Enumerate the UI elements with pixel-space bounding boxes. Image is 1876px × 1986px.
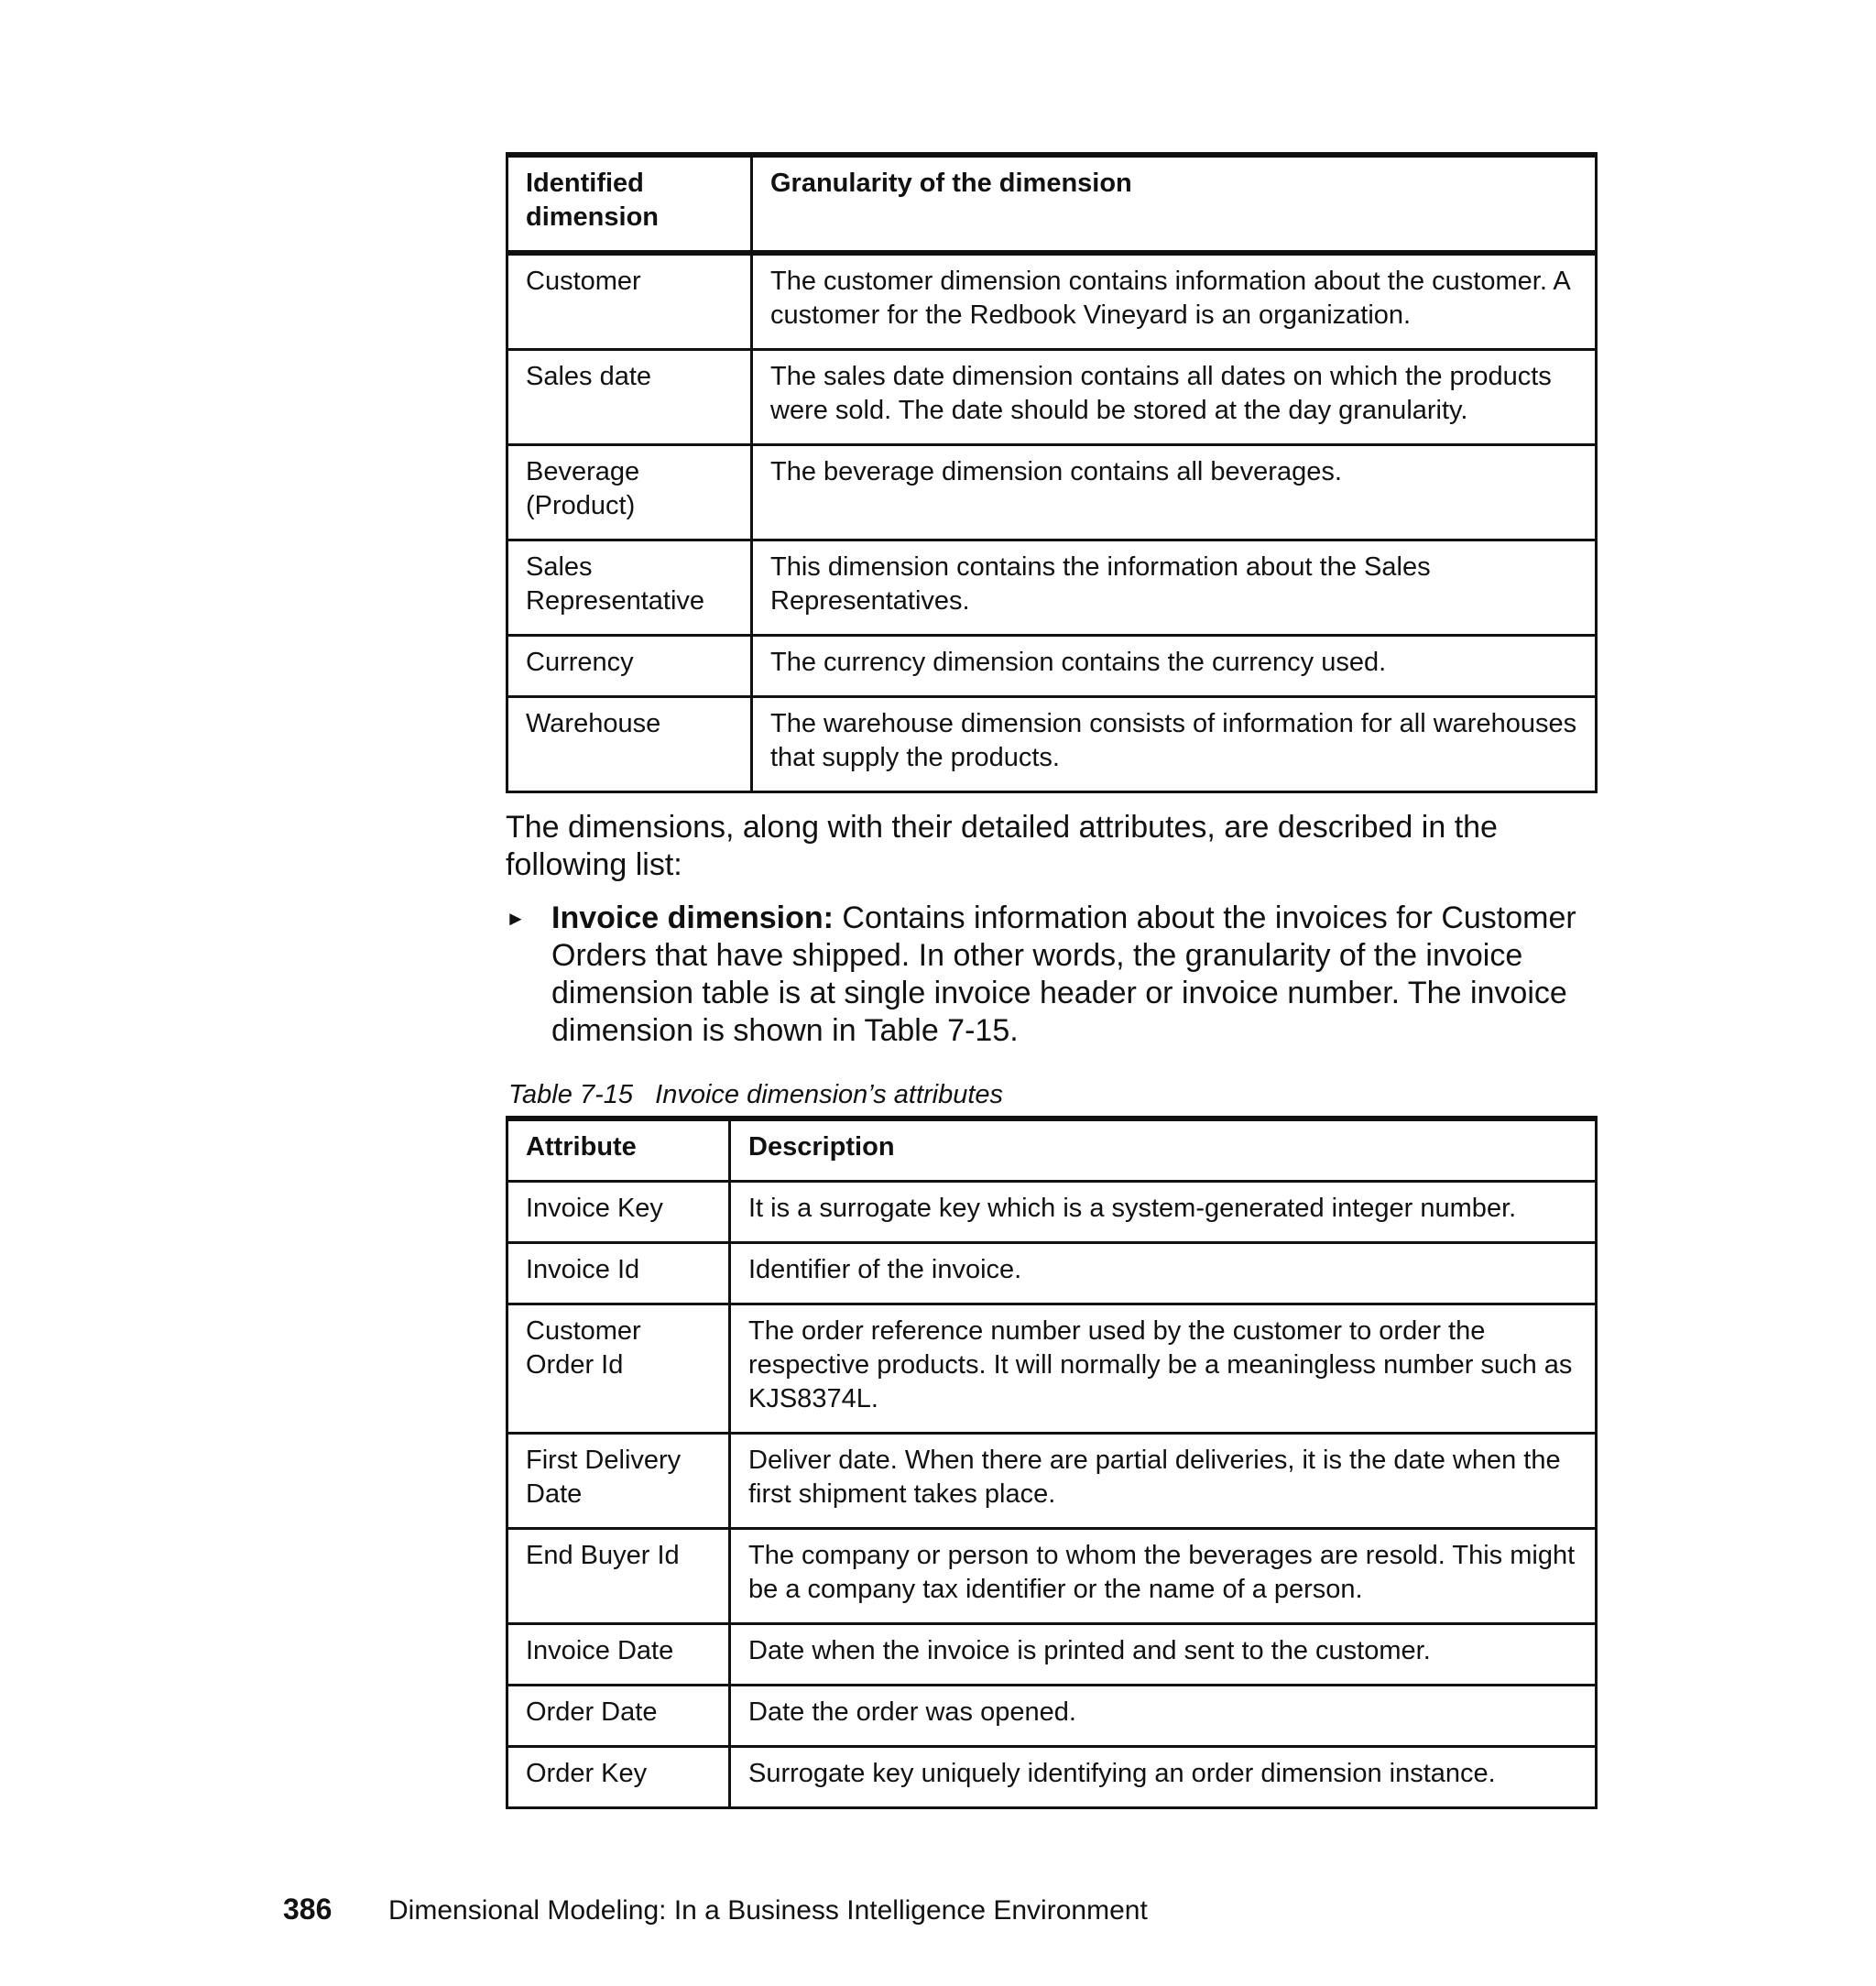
page-footer (283, 1893, 1148, 1927)
attribute-cell: Order Key (507, 1747, 730, 1808)
dimension-cell: Sales date (507, 350, 752, 445)
table-row (507, 1624, 1597, 1686)
table-row (507, 350, 1597, 445)
attribute-cell: Customer Order Id (507, 1304, 730, 1434)
column-header-dimension: Identified dimension (507, 155, 752, 253)
granularity-cell: This dimension contains the information about the Sales Representatives. (752, 540, 1597, 636)
dimension-cell: Sales Representative (507, 540, 752, 636)
invoice-attributes-table (506, 1116, 1598, 1809)
page-number: 386 (283, 1893, 333, 1926)
granularity-cell: The sales date dimension contains all dates on which the products were sold. The date should be stored at the day granularity. (752, 350, 1597, 445)
attribute-cell: Invoice Key (507, 1182, 730, 1243)
description-cell: The order reference number used by the customer to order the respective products. It will normally be a meaningless number such as KJS8374L. (730, 1304, 1597, 1434)
table-row (507, 1686, 1597, 1747)
table-row (507, 1434, 1597, 1529)
table-row (507, 1747, 1597, 1808)
description-cell: Identifier of the invoice. (730, 1243, 1597, 1304)
dimension-cell: Currency (507, 636, 752, 697)
dimension-cell: Beverage (Product) (507, 445, 752, 540)
description-cell: It is a surrogate key which is a system-generated integer number. (730, 1182, 1597, 1243)
description-cell: Date when the invoice is printed and sent to the customer. (730, 1624, 1597, 1686)
table-row (507, 697, 1597, 792)
dimension-cell: Customer (507, 253, 752, 350)
granularity-cell: The currency dimension contains the currency used. (752, 636, 1597, 697)
table-row (507, 253, 1597, 350)
column-header-granularity: Granularity of the dimension (752, 155, 1597, 253)
description-cell: Surrogate key uniquely identifying an order dimension instance. (730, 1747, 1597, 1808)
table-caption: Table 7-15 Invoice dimension’s attributes (508, 1080, 1004, 1109)
bullet-triangle-icon: ► (506, 907, 526, 930)
attribute-cell: Order Date (507, 1686, 730, 1747)
attribute-cell: End Buyer Id (507, 1529, 730, 1624)
dimension-granularity-table (506, 152, 1598, 793)
table-header-row (507, 155, 1597, 253)
description-cell: Date the order was opened. (730, 1686, 1597, 1747)
table-row (507, 636, 1597, 697)
table-row (507, 540, 1597, 636)
bullet-description: Contains information about the invoices for Customer Orders that have shipped. In other words, the granularity of the invoice dimension table is at single invoice header or invoice number. The invoice dimension is shown in Table 7-15. (551, 900, 1576, 1048)
description-cell: The company or person to whom the beverages are resold. This might be a company tax identifier or the name of a person. (730, 1529, 1597, 1624)
description-cell: Deliver date. When there are partial deliveries, it is the date when the first shipment takes place. (730, 1434, 1597, 1529)
dimension-cell: Warehouse (507, 697, 752, 792)
column-header-attribute: Attribute (507, 1118, 730, 1182)
intro-paragraph: The dimensions, along with their detailed attributes, are described in the following list: (506, 810, 1498, 882)
table-row (507, 1243, 1597, 1304)
table-header-row (507, 1118, 1597, 1182)
granularity-cell: The customer dimension contains information about the customer. A customer for the Redbook Vineyard is an organization. (752, 253, 1597, 350)
table-row (507, 1304, 1597, 1434)
table-row (507, 1529, 1597, 1624)
table-row (507, 1182, 1597, 1243)
attribute-cell: First Delivery Date (507, 1434, 730, 1529)
attribute-cell: Invoice Id (507, 1243, 730, 1304)
column-header-description: Description (730, 1118, 1597, 1182)
granularity-cell: The warehouse dimension consists of information for all warehouses that supply the products. (752, 697, 1597, 792)
table-row (507, 445, 1597, 540)
bullet-text (551, 900, 1598, 1050)
book-title: Dimensional Modeling: In a Business Intelligence Environment (388, 1895, 1148, 1926)
bullet-term: Invoice dimension: (551, 900, 834, 935)
attribute-cell: Invoice Date (507, 1624, 730, 1686)
granularity-cell: The beverage dimension contains all beverages. (752, 445, 1597, 540)
invoice-dimension-bullet (506, 900, 1598, 1050)
